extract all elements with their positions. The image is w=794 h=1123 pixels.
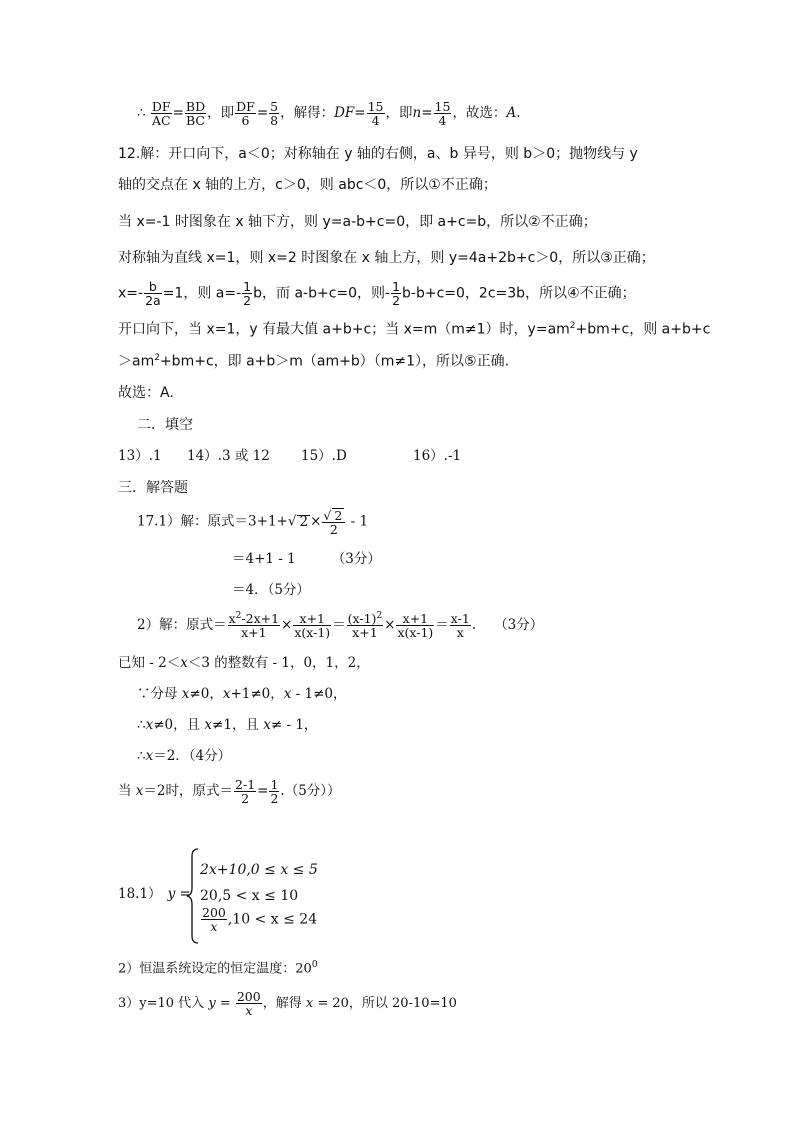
sqrt-icon: √ (287, 513, 297, 530)
case-1: 2x+10,0 ≤ x ≤ 5 (200, 862, 318, 878)
text: .（5分）） (280, 783, 341, 800)
text: ≠ - 1， (270, 717, 318, 733)
fraction (450, 612, 471, 639)
var: x (263, 717, 271, 733)
times: × (310, 513, 322, 530)
num: 2-1 (235, 777, 256, 792)
text: 当 (118, 783, 136, 800)
text: ，即 (207, 105, 235, 122)
text: ＝4+1 - 1 (232, 551, 296, 567)
line-1 (137, 100, 520, 127)
line-4: 当 x=-1 时图象在 x 轴下方，则 y=a-b+c=0，即 a+c=b，所以②不正确； (118, 214, 597, 230)
den: 6 (241, 113, 250, 129)
line-21 (118, 778, 341, 805)
line-23 (118, 961, 318, 975)
fraction (185, 100, 206, 127)
var: A (506, 105, 517, 122)
line-7 (118, 322, 710, 337)
text: +bm+c，则 a+b+c (575, 321, 711, 338)
eq: = (257, 783, 269, 800)
fraction (144, 280, 162, 307)
radicand: 2 (334, 508, 343, 523)
var: x (145, 717, 154, 733)
piecewise-label (118, 888, 191, 902)
fraction (367, 100, 385, 127)
var: x (204, 717, 213, 733)
den: 4 (371, 113, 380, 129)
text: 18.1） (118, 886, 162, 902)
line-9: 故选：A. (118, 385, 174, 401)
text: ≠0， (189, 686, 223, 702)
case-2: 20,5 < x ≤ 10 (200, 888, 299, 904)
fraction (151, 100, 172, 127)
line-13 (137, 508, 368, 536)
text: (x-1) (347, 611, 377, 627)
text: 开口向下，当 x=1，y 有最大值 a+b+c；当 x=m（m≠1）时，y=am (118, 321, 570, 338)
den: 2 (392, 293, 401, 309)
den: 8 (270, 113, 279, 129)
line-6 (118, 280, 636, 307)
text: - 1 (346, 513, 369, 530)
case-3 (200, 906, 317, 933)
var: x (135, 783, 144, 800)
text: +1≠0， (230, 686, 284, 702)
den: 2 (270, 791, 279, 807)
fraction (391, 280, 401, 307)
text: ≠0，且 (153, 717, 205, 733)
answer-14: 14）.3 或 12 (187, 448, 270, 464)
num: 15 (367, 99, 384, 114)
den: x(x-1) (294, 625, 331, 641)
text: ，即 (385, 105, 413, 122)
text: b，而 a-b+c=0，则- (253, 285, 391, 302)
text: x=- (118, 285, 144, 302)
fraction (347, 612, 384, 639)
den: x (456, 625, 464, 641)
text: b-b+c=0，2c=3b，所以④不正确； (402, 285, 636, 302)
section-heading-fill: 二．填空 (137, 417, 193, 433)
text: ，解得： (280, 105, 335, 122)
den: 2a (145, 293, 161, 309)
var: n (412, 105, 422, 122)
num: 200 (236, 989, 261, 1004)
score: （3分） (494, 617, 544, 634)
var: x (181, 686, 190, 702)
num: 1 (243, 279, 252, 294)
text: =1，则 a=- (162, 285, 242, 302)
therefore: ∴ (137, 105, 146, 122)
num (322, 508, 345, 523)
radicand: 2 (299, 513, 309, 530)
num (228, 612, 280, 626)
times: × (281, 617, 293, 634)
text: 2）解：原式＝ (137, 617, 227, 634)
superscript: 2 (376, 611, 383, 621)
line-5: 对称轴为直线 x=1，则 x=2 时图象在 x 轴上方，则 y=4a+2b+c＞0，所以③正确； (118, 250, 655, 266)
var: DF (334, 105, 355, 122)
den: x (245, 1003, 253, 1019)
num: b (144, 280, 162, 294)
section-heading-answers: 三．解答题 (118, 480, 188, 496)
line-16 (137, 612, 543, 639)
num: 5 (270, 99, 279, 114)
line-14 (232, 553, 381, 567)
den: 2 (243, 293, 252, 309)
eq: = (215, 996, 235, 1012)
text: . (516, 105, 521, 122)
eq: = (175, 886, 191, 902)
superscript: 2 (235, 611, 242, 621)
text: ,10 < x ≤ 24 (227, 911, 318, 928)
text: -2x+1 (241, 611, 280, 627)
text: ≠1，且 (212, 717, 264, 733)
num: DF (236, 99, 255, 114)
den: AC (151, 113, 171, 129)
den: 2 (329, 522, 338, 538)
fraction (236, 990, 262, 1017)
text: ＝2．（4分） (153, 748, 232, 764)
den: x (210, 919, 218, 935)
eq: = (256, 105, 269, 122)
answer-15: 15）.D (301, 448, 347, 464)
fraction (434, 100, 452, 127)
answer-13: 13）.1 (118, 448, 162, 464)
line-15: ＝4．（5分） (232, 582, 310, 598)
text: ∴ (137, 748, 146, 764)
num: x-1 (450, 611, 470, 627)
var: y (167, 886, 176, 902)
line-24 (118, 990, 457, 1017)
fraction (234, 778, 256, 805)
den: 4 (438, 113, 447, 129)
eq: ＝ (435, 617, 449, 634)
line-20 (137, 750, 231, 764)
num: x+1 (293, 612, 331, 626)
brace-icon (186, 848, 200, 944)
var: x (145, 748, 154, 764)
text: - 1≠0， (291, 686, 347, 702)
den: x+1 (241, 625, 267, 641)
text: . (471, 617, 477, 634)
fraction (322, 508, 345, 536)
num: DF (151, 99, 171, 114)
text: 17.1）解：原式＝3+1+ (137, 513, 288, 530)
fraction (228, 612, 280, 639)
text: 3）y=10 代入 (118, 996, 209, 1012)
num: 1 (392, 279, 401, 294)
line-17 (118, 657, 370, 671)
num: x+1 (396, 612, 434, 626)
text: ＝2时，原式＝ (143, 783, 234, 800)
text: = 20 (313, 996, 349, 1012)
fraction (269, 100, 279, 127)
eq: = (354, 105, 366, 122)
fraction (242, 280, 252, 307)
text: 2）恒温系统设定的恒定温度：20 (118, 961, 312, 977)
den: BC (186, 113, 205, 129)
superscript: 2 (154, 353, 160, 363)
num (347, 612, 384, 626)
var: x (180, 655, 188, 671)
var: x (283, 686, 292, 702)
text: ，解得 (262, 996, 306, 1012)
line-19 (137, 719, 317, 733)
answer-16: 16）.-1 (413, 448, 462, 464)
num: 1 (270, 777, 279, 792)
den: x+1 (352, 625, 378, 641)
line-8 (118, 354, 509, 369)
fraction (293, 612, 331, 639)
var: x (305, 996, 314, 1012)
var: x (222, 686, 231, 702)
num: 15 (434, 99, 451, 114)
text: ∴ (137, 717, 146, 733)
text: ＜3 的整数有 - 1，0，1，2， (187, 655, 370, 671)
times: × (384, 617, 396, 634)
text: ∵分母 (137, 686, 182, 702)
text: ，故选： (452, 105, 507, 122)
line-18 (137, 688, 347, 702)
sqrt-icon: √ (323, 508, 332, 523)
eq: = (421, 105, 433, 122)
line-2: 12.解：开口向下，a＜0；对称轴在 y 轴的右侧，a、b 异号，则 b＞0；抛物线与 y (118, 146, 638, 162)
text: 已知 - 2＜ (118, 655, 181, 671)
fraction (201, 906, 227, 933)
var: y (208, 996, 216, 1012)
superscript: 0 (311, 960, 318, 970)
num: BD (185, 99, 206, 114)
text: x (228, 611, 236, 627)
den: x(x-1) (397, 625, 434, 641)
line-3: 轴的交点在 x 轴的上方，c＞0，则 abc＜0，所以①不正确； (118, 177, 497, 193)
text: ，所以 20-10=10 (348, 996, 457, 1012)
fraction (269, 778, 279, 805)
den: 2 (241, 791, 250, 807)
text: ＞am (118, 353, 155, 370)
fraction (396, 612, 434, 639)
superscript: 2 (569, 321, 576, 331)
text: +bm+c，即 a+b＞m（am+b）（m≠1），所以⑤正确. (159, 353, 510, 370)
eq: ＝ (332, 617, 346, 634)
fraction (235, 100, 256, 127)
eq: = (172, 105, 184, 122)
score: （3分） (331, 551, 381, 567)
num: 200 (202, 905, 226, 920)
